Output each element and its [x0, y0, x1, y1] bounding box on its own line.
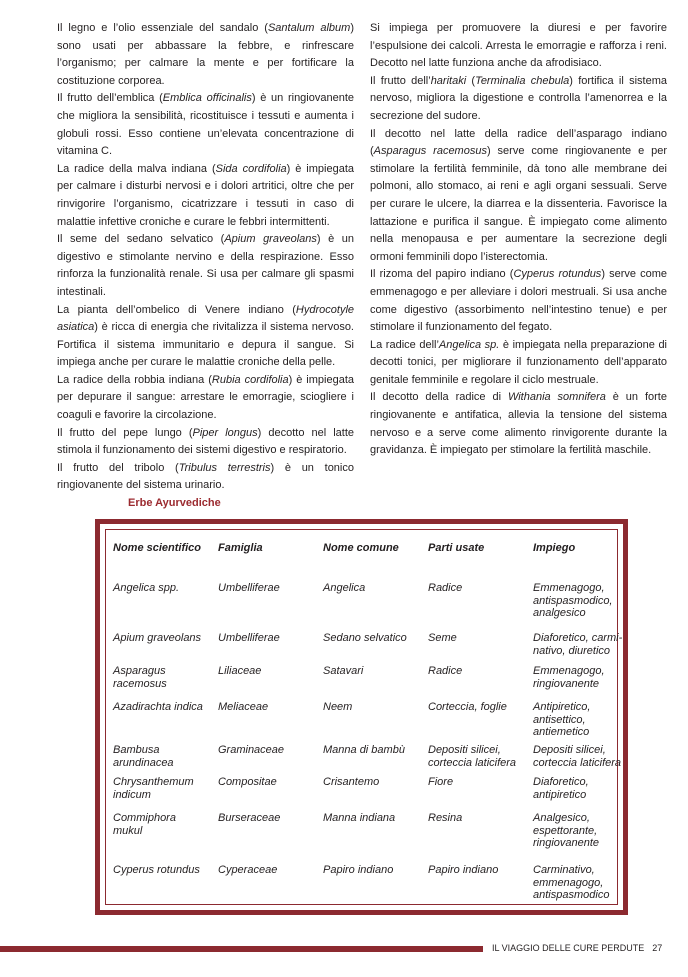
species-name: Terminalia chebula: [475, 74, 570, 87]
text-run: Il frutto del pepe lungo (: [57, 426, 193, 439]
cell-parts-used: Radice: [428, 582, 463, 594]
paragraph: [57, 425, 354, 460]
cell-family: Compositae: [218, 776, 277, 788]
paragraph: [370, 337, 667, 390]
paragraph: [57, 302, 354, 372]
running-title: IL VIAGGIO DELLE CURE PERDUTE: [492, 943, 645, 953]
header-family: Famiglia: [218, 542, 263, 554]
paragraph: [370, 389, 667, 459]
footer: [492, 943, 662, 953]
cell-scientific-name: Bambusa arundinacea: [113, 744, 174, 769]
text-run: ) decotto nel latte stimola il funzionamento dei sistemi digestivo e respiratorio.: [57, 426, 354, 457]
text-run: Il frutto del tribolo (: [57, 461, 179, 474]
cell-scientific-name: Angelica spp.: [113, 582, 180, 594]
paragraph: [57, 90, 354, 160]
header-parts-used: Parti usate: [428, 542, 485, 554]
cell-scientific-name: Commiphora mukul: [113, 812, 176, 837]
cell-use: Analgesico, espettorante, ringiovanente: [533, 812, 600, 849]
text-run: ) è un digestivo e stimolante nervino e della respirazione. Esso rinforza la funzionalità renale. Si usa per calmare gli spasmi intestinali.: [57, 233, 354, 298]
text-run: Il frutto dell’emblica (: [57, 92, 163, 105]
table-title: Erbe Ayurvediche: [128, 497, 221, 509]
table-row: [111, 582, 623, 632]
text-run: La pianta dell’ombelico di Venere indiano (: [57, 303, 296, 316]
header-scientific-name: Nome scientifico: [113, 542, 202, 554]
cell-scientific-name: Chrysanthemum indicum: [113, 776, 194, 801]
paragraph: [57, 460, 354, 495]
cell-common-name: Neem: [323, 701, 353, 713]
page-number: 27: [652, 943, 663, 953]
paragraph: [57, 161, 354, 231]
paragraph: [57, 231, 354, 301]
cell-family: Cyperaceae: [218, 864, 278, 876]
cell-family: Umbelliferae: [218, 632, 280, 644]
text-run: Il rizoma del papiro indiano (: [370, 268, 514, 281]
paragraph: [57, 372, 354, 425]
cell-family: Umbelliferae: [218, 582, 280, 594]
herbs-table-inner-border: [105, 529, 623, 905]
cell-family: Graminaceae: [218, 744, 285, 756]
paragraph: [370, 126, 667, 267]
text-column-left: [57, 20, 354, 495]
cell-use: Emmenagogo, antispasmodico, analgesico: [533, 582, 613, 619]
species-name: Angelica sp.: [438, 338, 500, 351]
text-run: ) è impiegata per calmare i disturbi nervosi e i dolori artritici, oltre che per rinvigorire l’organismo, cicatrizzare i tessuti in caso di malattie infettive croniche e curare le febbri intermittenti.: [57, 162, 355, 228]
species-name: Sida cordifolia: [215, 162, 287, 175]
cell-parts-used: Seme: [428, 632, 457, 644]
text-run: ) fortifica il sistema nervoso, migliora la digestione e controlla l’amenorrea e la secrezione del sudore.: [370, 74, 667, 122]
cell-scientific-name: Apium graveolans: [113, 632, 202, 644]
species-name: Piper longus: [192, 426, 258, 439]
text-column-right: [370, 20, 667, 460]
species-name: Santalum album: [267, 22, 351, 34]
text-run: La radice della malva indiana (: [57, 162, 216, 175]
species-name: haritaki: [430, 74, 467, 87]
paragraph: [57, 20, 354, 90]
header-common-name: Nome comune: [323, 542, 399, 554]
cell-use: Antipiretico, antisettico, antiemetico: [533, 701, 591, 738]
text-run: Il legno e l’olio essenziale del sandalo (: [57, 22, 268, 34]
species-name: Tribulus terrestris: [178, 461, 271, 474]
species-name: Hydrocotyle asiatica: [57, 303, 354, 334]
species-name: Asparagus racemosus: [373, 145, 487, 158]
text-run: La radice della robbia indiana (: [57, 373, 212, 386]
cell-scientific-name: Azadirachta indica: [113, 701, 203, 713]
text-run: ) sono usati per abbassare la febbre, e rinfrescare l’organismo; per calmare la mente e per fortificare la costituzione corporea.: [57, 22, 354, 87]
cell-common-name: Manna indiana: [323, 812, 396, 824]
cell-common-name: Crisantemo: [323, 776, 380, 788]
text-run: La radice dell’: [370, 338, 439, 351]
table-row: [111, 812, 623, 864]
text-run: Si impiega per promuovere la diuresi e per favorire l’espulsione dei calcoli. Arresta le emorragie e rafforza i reni. Decotto nel latte funziona anche da afrodisiaco.: [370, 22, 667, 70]
cell-family: Liliaceae: [218, 665, 262, 677]
text-run: ) è impiegata per depurare il sangue: arrestare le emorragie, sciogliere i coaguli e favorire la circolazione.: [57, 373, 354, 422]
cell-common-name: Manna di bambù: [323, 744, 405, 756]
table-body: [111, 582, 623, 914]
cell-common-name: Papiro indiano: [323, 864, 394, 876]
text-run: ) serve come ringiovanente e per stimolare la fertilità femminile, dà tono alle membrane dei polmoni, allo stomaco, ai reni e agli organi sessuali. Serve per curare le ulcere, la diarrea e la dissenteria. Favorisce la lattazione e purifica il sangue. È impiegato come alimento nella menopausa e per aumentare la secrezione degli ormoni femminili dopo l’isterectomia.: [370, 145, 667, 263]
cell-common-name: Angelica: [323, 582, 366, 594]
cell-scientific-name: Cyperus rotundus: [113, 864, 200, 876]
text-run: è impiegata nella preparazione di decotti tonici, per migliorare il funzionamento dell’apparato genitale femminile e regolare il ciclo mestruale.: [370, 338, 667, 386]
cell-use: Depositi silicei, corteccia laticifera: [533, 744, 622, 769]
table-row: [111, 701, 623, 744]
header-use: Impiego: [533, 542, 576, 554]
cell-parts-used: Resina: [428, 812, 463, 824]
species-name: Apium graveolans: [224, 233, 317, 246]
cell-common-name: Satavari: [323, 665, 364, 677]
cell-parts-used: Radice: [428, 665, 463, 677]
cell-scientific-name: Asparagus racemosus: [113, 665, 167, 690]
cell-family: Meliaceae: [218, 701, 269, 713]
cell-parts-used: Depositi silicei, corteccia laticifera: [428, 744, 517, 769]
text-run: (: [466, 74, 476, 87]
table-row: [111, 632, 623, 665]
footer-bar: [0, 946, 483, 952]
text-run: ) serve come emmenagogo e per alleviare i dolori mestruali. Si usa anche come digestivo (assorbimento nell’intestino tenue) e per stimolare il funzionamento del fegato.: [370, 268, 667, 334]
text-run: Il frutto dell’: [370, 74, 431, 87]
text-run: Il seme del sedano selvatico (: [57, 233, 225, 246]
text-run: ) è un tonico ringiovanente del sistema urinario.: [57, 461, 354, 492]
paragraph: [370, 20, 667, 73]
table-row: [111, 864, 623, 914]
paragraph: [370, 266, 667, 336]
cell-parts-used: Fiore: [428, 776, 454, 788]
species-name: Withania somnifera: [507, 391, 606, 404]
cell-use: Diaforetico, carmi- nativo, diuretico: [533, 632, 623, 657]
text-run: ) è un ringiovanente che migliora la sensibilità, ricostituisce i tessuti e aumenta i globuli rossi. Esso contiene un’elevata concentrazione di vitamina C.: [57, 92, 355, 158]
cell-use: Carminativo, emmenagogo, antispasmodico: [533, 864, 610, 901]
table-row: [111, 744, 623, 776]
table-row: [111, 776, 623, 812]
cell-common-name: Sedano selvatico: [323, 632, 407, 644]
cell-parts-used: Papiro indiano: [428, 864, 499, 876]
herbs-table-frame: [95, 519, 628, 915]
species-name: Cyperus rotundus: [513, 268, 602, 281]
cell-family: Burseraceae: [218, 812, 281, 824]
species-name: Rubia cordifolia: [211, 373, 289, 386]
cell-use: Diaforetico, antipiretico: [533, 776, 589, 801]
herbs-table: [111, 542, 623, 914]
text-run: ) è ricca di energia che rivitalizza il sistema nervoso. Fortifica il sistema immunitario e depura il sangue. Si impiega anche per curare le malattie croniche della pelle.: [57, 321, 354, 369]
table-row: [111, 665, 623, 701]
text-run: Il decotto della radice di: [370, 391, 508, 404]
text-run: Il decotto nel latte della radice dell’asparago indiano (: [370, 127, 667, 158]
species-name: Emblica officinalis: [162, 92, 252, 105]
cell-parts-used: Corteccia, foglie: [428, 701, 507, 713]
text-run: è un forte ringiovanente e antifatica, allevia la tensione del sistema nervoso e a serve come alimento rinvigorente durante la gravidanza. È impiegato per stimolare la fertilità maschile.: [370, 391, 667, 457]
table-header-row: [111, 542, 623, 582]
cell-use: Emmenagogo, ringiovanente: [533, 665, 605, 690]
paragraph: [370, 73, 667, 126]
